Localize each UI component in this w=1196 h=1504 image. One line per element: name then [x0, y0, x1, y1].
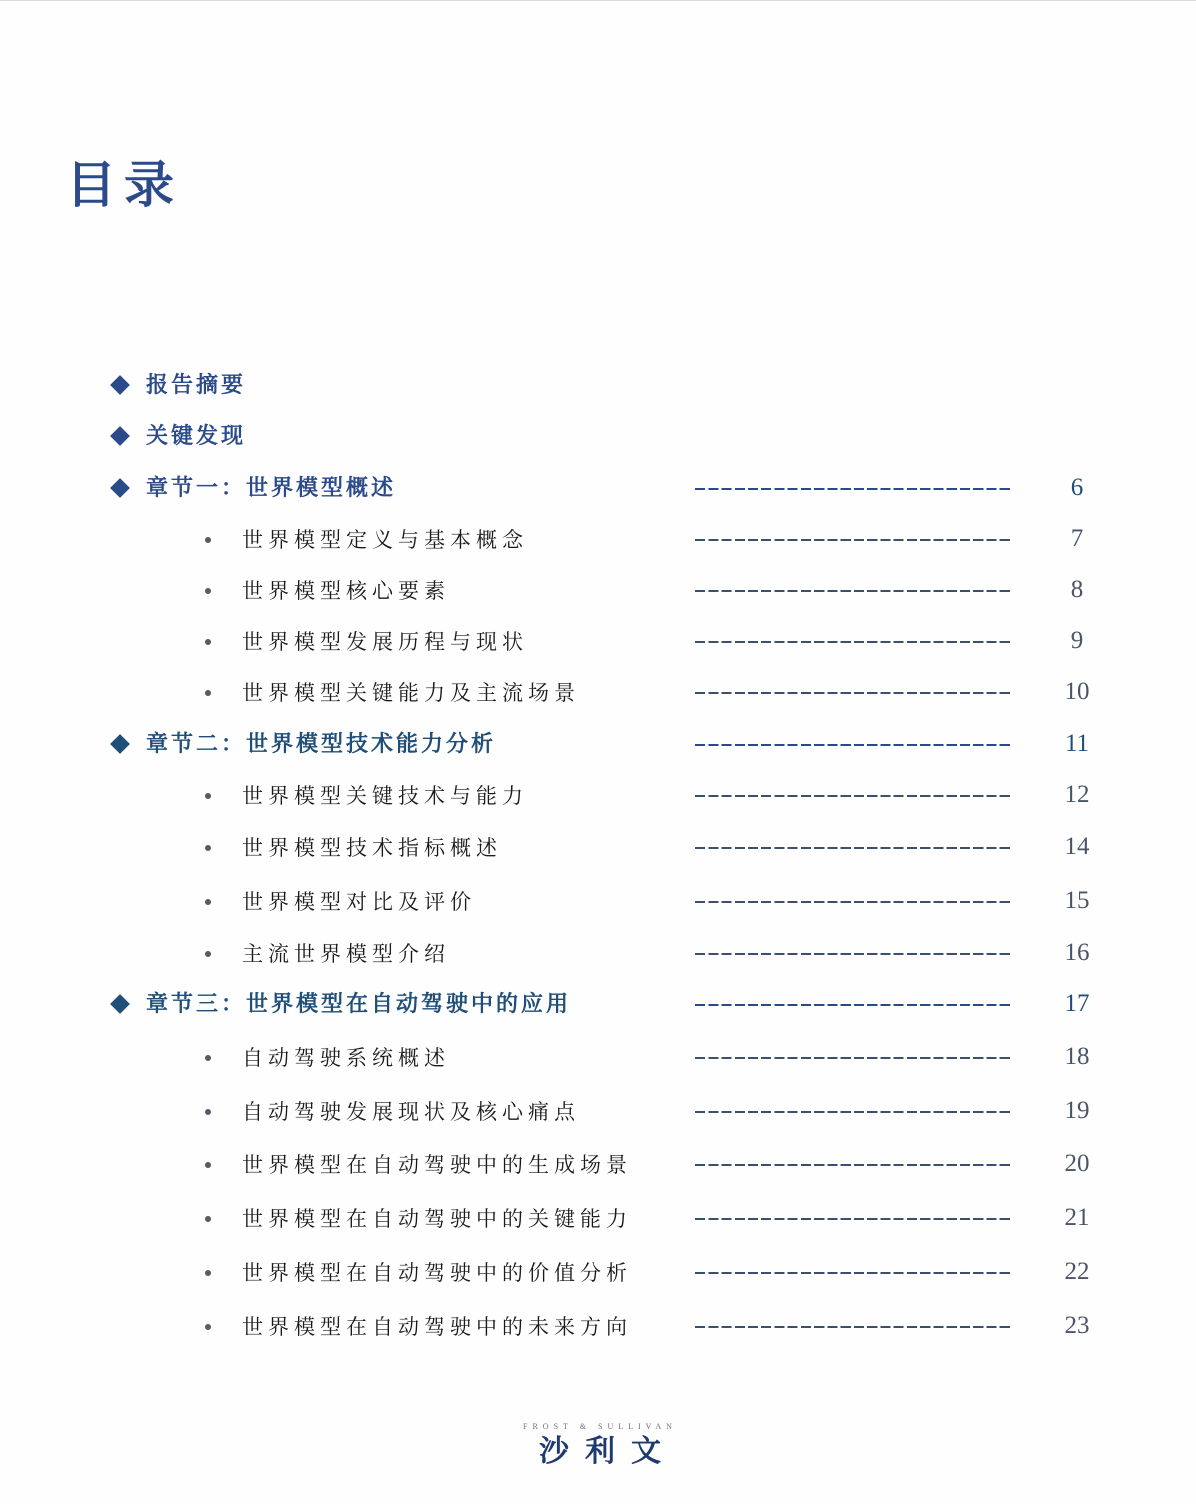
toc-chapter-label: 章节三：世界模型在自动驾驶中的应用	[146, 991, 572, 1017]
page-number: 18	[1064, 1043, 1090, 1070]
dot-bullet-icon	[205, 1055, 211, 1061]
dash-leader	[695, 539, 1013, 541]
diamond-bullet-icon	[110, 426, 130, 446]
page-number: 23	[1064, 1312, 1090, 1339]
toc-entry-summary[interactable]	[0, 366, 1196, 406]
page-number: 12	[1064, 781, 1090, 808]
dot-bullet-icon	[205, 1270, 211, 1276]
toc-chapter-1[interactable]	[0, 469, 1196, 509]
dash-leader	[695, 692, 1013, 694]
dot-bullet-icon	[205, 1216, 211, 1222]
diamond-bullet-icon	[110, 375, 130, 395]
dash-leader	[695, 1111, 1013, 1113]
toc-item-label: 世界模型核心要素	[242, 579, 450, 603]
toc-chapter-label: 章节一：世界模型概述	[146, 475, 397, 501]
logo-chinese-text: 沙利文	[539, 1434, 677, 1469]
toc-item-label: 世界模型发展历程与现状	[242, 630, 528, 654]
page-title: 目录	[66, 156, 182, 214]
dot-bullet-icon	[205, 845, 211, 851]
toc-item-label: 世界模型技术指标概述	[242, 836, 502, 860]
toc-item[interactable]	[0, 776, 1196, 816]
toc-item-label: 世界模型定义与基本概念	[242, 528, 528, 552]
toc-item-label: 世界模型在自动驾驶中的关键能力	[242, 1207, 632, 1231]
dot-bullet-icon	[205, 1162, 211, 1168]
toc-item-label: 主流世界模型介绍	[242, 942, 450, 966]
toc-entry-key-findings[interactable]	[0, 417, 1196, 457]
dot-bullet-icon	[205, 951, 211, 957]
toc-chapter-2[interactable]	[0, 725, 1196, 765]
dash-leader	[695, 1164, 1013, 1166]
toc-item-label: 世界模型在自动驾驶中的未来方向	[242, 1315, 632, 1339]
dash-leader	[695, 953, 1013, 955]
page-number: 20	[1064, 1150, 1090, 1177]
page-number: 14	[1064, 833, 1090, 860]
diamond-bullet-icon	[110, 478, 130, 498]
page-number: 21	[1064, 1204, 1090, 1231]
toc-item-label: 世界模型关键技术与能力	[242, 784, 528, 808]
page-number: 15	[1064, 887, 1090, 914]
page-number: 7	[1070, 525, 1084, 552]
dot-bullet-icon	[205, 690, 211, 696]
frost-sullivan-logo	[505, 1422, 695, 1472]
diamond-bullet-icon	[110, 994, 130, 1014]
dot-bullet-icon	[205, 1324, 211, 1330]
logo-english-text: FROST & SULLIVAN	[523, 1422, 677, 1431]
toc-item[interactable]	[0, 673, 1196, 713]
toc-item-label: 自动驾驶系统概述	[242, 1046, 450, 1070]
toc-entry-label: 关键发现	[146, 423, 247, 449]
page-number: 8	[1070, 576, 1084, 603]
toc-item-label: 世界模型在自动驾驶中的价值分析	[242, 1261, 632, 1285]
page-number: 16	[1064, 939, 1090, 966]
dot-bullet-icon	[205, 639, 211, 645]
toc-entry-label: 报告摘要	[146, 372, 247, 398]
toc-item[interactable]	[0, 882, 1196, 922]
toc-item[interactable]	[0, 520, 1196, 560]
toc-item[interactable]	[0, 1199, 1196, 1239]
toc-item-label: 世界模型关键能力及主流场景	[242, 681, 580, 705]
toc-chapter-3[interactable]	[0, 985, 1196, 1025]
dash-leader	[695, 1218, 1013, 1220]
page-number: 17	[1064, 990, 1090, 1017]
page-number: 22	[1064, 1258, 1090, 1285]
toc-item-label: 自动驾驶发展现状及核心痛点	[242, 1100, 580, 1124]
page-number: 9	[1070, 627, 1084, 654]
diamond-bullet-icon	[110, 734, 130, 754]
toc-item[interactable]	[0, 1307, 1196, 1347]
toc-item[interactable]	[0, 1253, 1196, 1293]
toc-item-label: 世界模型在自动驾驶中的生成场景	[242, 1153, 632, 1177]
toc-item[interactable]	[0, 1092, 1196, 1132]
dash-leader	[695, 795, 1013, 797]
dash-leader	[695, 590, 1013, 592]
dash-leader	[695, 847, 1013, 849]
dot-bullet-icon	[205, 793, 211, 799]
toc-item-label: 世界模型对比及评价	[242, 890, 476, 914]
toc-item[interactable]	[0, 1038, 1196, 1078]
dash-leader	[695, 641, 1013, 643]
toc-chapter-label: 章节二：世界模型技术能力分析	[146, 731, 497, 757]
page-number: 6	[1070, 474, 1084, 501]
page-number: 10	[1064, 678, 1090, 705]
dash-leader	[695, 1272, 1013, 1274]
dot-bullet-icon	[205, 537, 211, 543]
dot-bullet-icon	[205, 899, 211, 905]
dash-leader	[695, 744, 1013, 746]
toc-item[interactable]	[0, 571, 1196, 611]
dash-leader	[695, 901, 1013, 903]
dash-leader	[695, 1004, 1013, 1006]
toc-item[interactable]	[0, 828, 1196, 868]
page-number: 19	[1064, 1097, 1090, 1124]
dot-bullet-icon	[205, 588, 211, 594]
toc-item[interactable]	[0, 1145, 1196, 1185]
toc-item[interactable]	[0, 934, 1196, 974]
dash-leader	[695, 1326, 1013, 1328]
dot-bullet-icon	[205, 1109, 211, 1115]
dash-leader	[695, 1057, 1013, 1059]
top-rule	[0, 0, 1196, 1]
toc-item[interactable]	[0, 622, 1196, 662]
dash-leader	[695, 488, 1013, 490]
page-number: 11	[1064, 730, 1090, 757]
